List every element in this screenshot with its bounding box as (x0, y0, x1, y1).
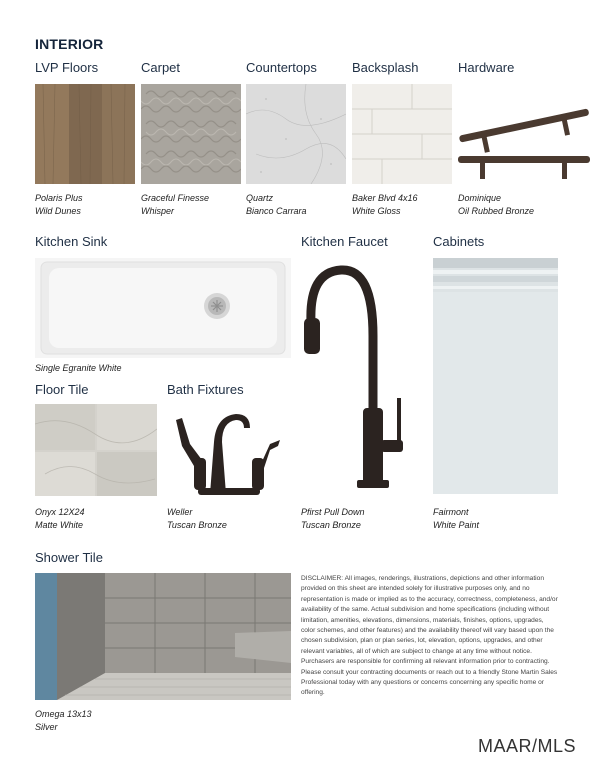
lvp-floors-heading: LVP Floors (35, 60, 99, 75)
kitchen-sink-image (35, 258, 291, 358)
bath-fixtures-caption: Weller Tuscan Bronze (167, 507, 227, 530)
backsplash-swatch (352, 84, 452, 184)
hardware-caption: Dominique Oil Rubbed Bronze (458, 193, 535, 216)
bath-fixtures-heading: Bath Fixtures (167, 382, 244, 397)
countertops-caption: Quartz Bianco Carrara (246, 193, 307, 216)
carpet-heading: Carpet (141, 60, 181, 75)
hardware-heading: Hardware (458, 60, 515, 75)
kitchen-sink-heading: Kitchen Sink (35, 234, 108, 249)
shower-tile-image (35, 573, 291, 700)
countertops-heading: Countertops (246, 60, 317, 75)
kitchen-sink-caption: Single Egranite White (35, 363, 122, 373)
shower-tile-caption: Omega 13x13 Silver (35, 709, 92, 732)
carpet-swatch (141, 84, 241, 184)
floor-tile-swatch (35, 404, 157, 496)
bath-faucet-image (170, 402, 284, 498)
kitchen-faucet-heading: Kitchen Faucet (301, 234, 388, 249)
shower-tile-heading: Shower Tile (35, 550, 103, 565)
floor-tile-heading: Floor Tile (35, 382, 89, 397)
kitchen-faucet-caption: Pfirst Pull Down Tuscan Bronze (301, 507, 365, 530)
lvp-floor-swatch (35, 84, 135, 184)
cabinet-door-swatch (433, 258, 558, 494)
carpet-caption: Graceful Finesse Whisper (141, 193, 210, 216)
cabinet-pull-swatch (458, 84, 592, 184)
mls-watermark: MAAR/MLS (478, 736, 577, 756)
cabinets-heading: Cabinets (433, 234, 485, 249)
backsplash-heading: Backsplash (352, 60, 419, 75)
countertop-swatch (246, 84, 346, 184)
kitchen-faucet-image (301, 258, 426, 494)
lvp-floors-caption: Polaris Plus Wild Dunes (35, 193, 83, 216)
page-title: INTERIOR (35, 36, 104, 52)
backsplash-caption: Baker Blvd 4x16 White Gloss (352, 193, 418, 216)
cabinets-caption: Fairmont White Paint (433, 507, 480, 530)
floor-tile-caption: Onyx 12X24 Matte White (35, 507, 85, 530)
disclaimer-text: DISCLAIMER: All images, renderings, illustrations, depictions and other information provided on this sheet are intended solely for illustrative purposes only, and no representation is made or implied as to the accuracy, correctness, completeness, and/or availability of the same. Actual subdivision and home specifications (including without limitation, amenities, elevations, dimensions, materials, finishes, options, upgrades, color schemes, and other features) and the availability thereof will vary based upon the chosen subdivision, plan or plan series, lot, elevation, options, upgrades, and other relevant variables, all of which are subject to change at any time without notice. Purchasers are responsible for confirming all relevant information prior to contracting. Please consult your contracting documents or reach out to a friendly Stone Martin Sales Professional today with any questions or concerns concerning any specific home or offering. (301, 575, 558, 697)
